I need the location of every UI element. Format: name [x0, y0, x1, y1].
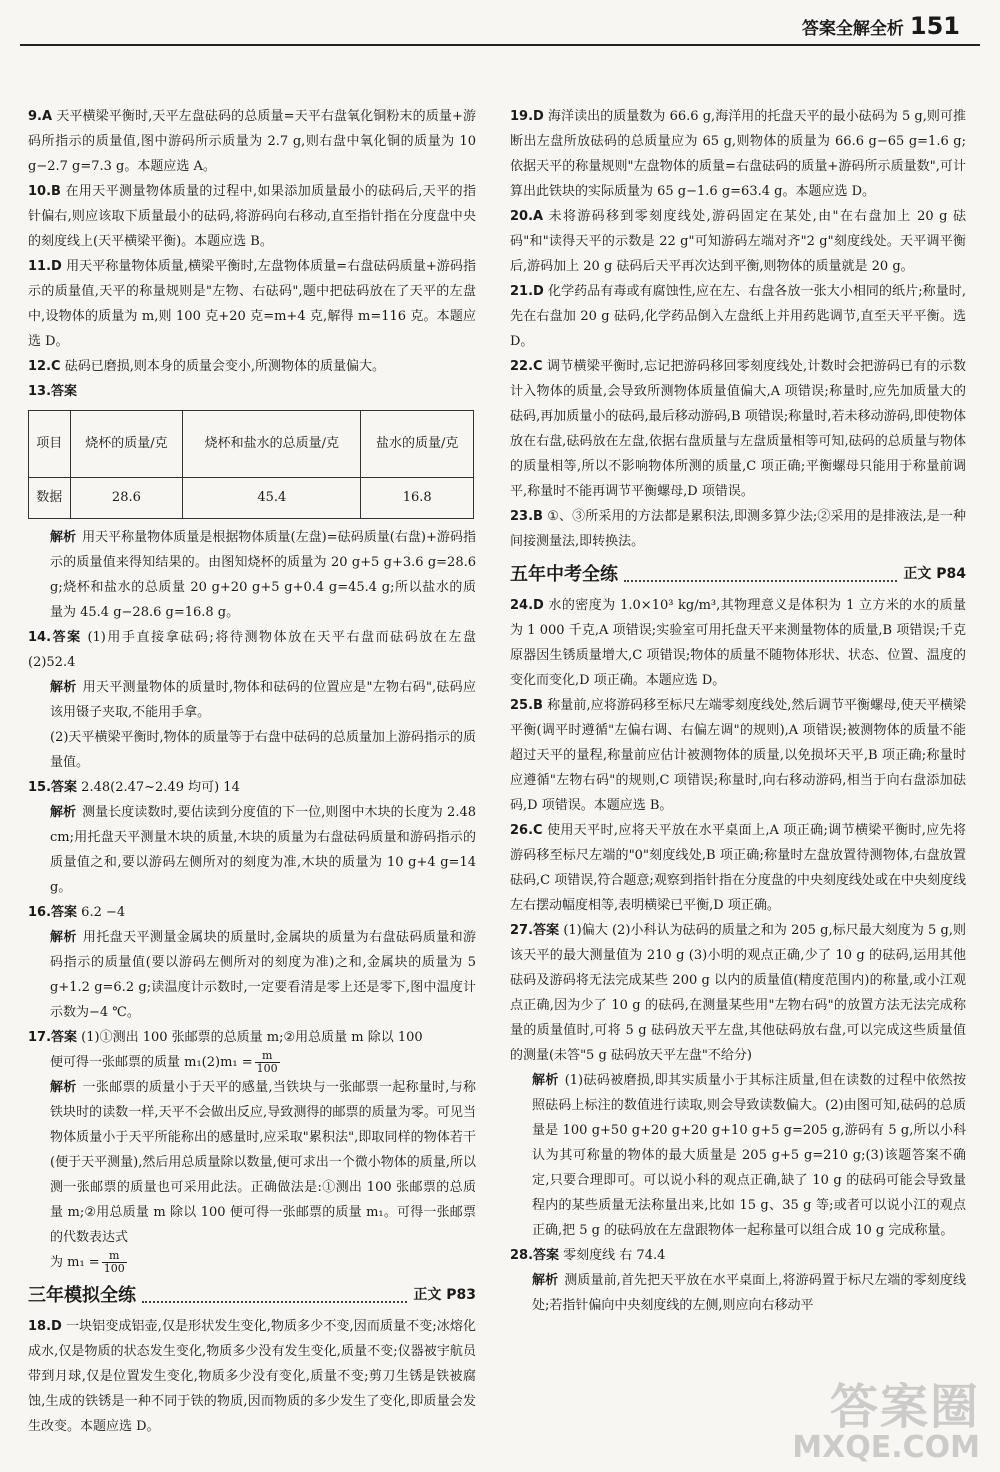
analysis-14-part2 — [28, 725, 476, 775]
watermark-logo — [792, 1379, 980, 1465]
analysis-17-formula — [28, 1250, 476, 1275]
analysis-text: 测量长度读数时,要估读到分度值的下一位,则图中木块的长度为 2.48 cm;用托盘天平测量木块的质量,木块的质量为右盘砝码质量和游码指示的质量值之和,要以游码左侧所对的刻度为准,木块的质量为 10 g+4 g=14 g。 — [50, 805, 476, 895]
analysis-tag: 解析 — [50, 805, 77, 820]
analysis-text: (1)砝码被磨损,即其实质量小于其标注质量,但在读数的过程中依然按照砝码上标注的数值进行读取,则会导致读数偏大。(2)由图可知,砝码的总质量是 100 g+50 g+20 g+20 g+10 g+5 g=205 g,游码有 5 g,所以小科认为其可称量的物体的最大质量是 205 g+5 g=210 g;(3)该题答案不确定,只要合理即可。可以说小科的观点正确,缺了 10 g 的砝码可能会导致量程内的某些质量无法称量出来,比如 15 g、35 g 等;或者可以说小江的观点正确,把 5 g 的砝码放在左盘跟物体一起称量可以组合成 10 g 完成称量。 — [532, 1073, 966, 1238]
table-header-cell: 盐水的质量/克 — [361, 411, 474, 478]
section-heading — [28, 1283, 476, 1308]
table-cell: 数据 — [29, 478, 71, 519]
analysis-text: 用天平称量物体质量是根据物体质量(左盘)=砝码质量(右盘)+游码指示的质量值来得知结果的。由图知烧杯的质量为 20 g+5 g+3.6 g=28.6 g;烧杯和盐水的总质量 20 g+20 g+5 g+0.4 g=45.4 g;所以盐水的质量为 45.4 g−28.6 g=16.8 g。 — [50, 530, 476, 620]
q-number: 20.A — [510, 209, 544, 224]
analysis-15 — [28, 800, 476, 900]
answer-12 — [28, 354, 476, 379]
answer-text: (1)用手直接拿砝码;将待测物体放在天平右盘而砝码放在左盘 (2)52.4 — [28, 630, 476, 670]
answer-18 — [28, 1314, 476, 1439]
table-header-cell: 烧杯和盐水的总质量/克 — [183, 411, 361, 478]
watermark-line2: MXQE.COM — [792, 1430, 980, 1465]
analysis-28 — [510, 1268, 966, 1318]
q-number: 26.C — [510, 823, 543, 838]
section-title: 五年中考全练 — [510, 564, 618, 585]
q-number: 19.D — [510, 109, 544, 124]
answer-23 — [510, 504, 966, 554]
answer-text: 称量前,应将游码移至标尺左端零刻度线处,然后调节平衡螺母,使天平横梁平衡(调平时遵循"左偏右调、右偏左调"的规则),A 项错误;被测物体的质量不能超过天平的量程,称量前应估计被测物体的质量,以免损坏天平,B 项正确;称量时应遵循"左物右码"的规则,C 项错误;称量时,向右移动游码,相当于向右盘添加砝码,D 项错误。本题应选 B。 — [510, 698, 966, 813]
answer-text: 在用天平测量物体质量的过程中,如果添加质量最小的砝码后,天平的指针偏右,则应该取下质量最小的砝码,将游码向右移动,直至指针指在分度盘中央的刻度线上(天平横梁平衡)。本题应选 B。 — [28, 184, 476, 249]
analysis-14 — [28, 675, 476, 725]
q-number: 24.D — [510, 598, 544, 613]
answer-9 — [28, 104, 476, 179]
fraction-denominator: 100 — [103, 1262, 125, 1275]
q-number: 9.A — [28, 109, 53, 124]
analysis-27 — [510, 1068, 966, 1243]
fraction — [255, 1050, 280, 1075]
answer-27 — [510, 918, 966, 1068]
q-number: 21.D — [510, 284, 544, 299]
header-label: 答案全解全析 — [801, 19, 904, 39]
answer-17 — [28, 1025, 476, 1050]
answer-text: ①、③所采用的方法都是累积法,即测多算少法;②采用的是排液法,是一种间接测量法,即转换法。 — [510, 509, 966, 549]
analysis-16 — [28, 925, 476, 1025]
fraction-denominator: 100 — [256, 1062, 278, 1075]
answer-21 — [510, 279, 966, 354]
answer-10 — [28, 179, 476, 254]
answer-text: (1)①测出 100 张邮票的总质量 m;②用总质量 m 除以 100 — [81, 1030, 423, 1045]
answer-text: 未将游码移到零刻度线处,游码固定在某处,由"在右盘加上 20 g 砝码"和"读得天平的示数是 22 g"可知游码左端对齐"2 g"刻度线处。天平调平衡后,游码加上 20 g 砝码后天平再次达到平衡,则物体的质量就是 20 g。 — [510, 209, 966, 274]
answer-text: 水的密度为 1.0×10³ kg/m³,其物理意义是体积为 1 立方米的水的质量为 1 000 千克,A 项错误;实验室可用托盘天平来测量物体的质量,B 项错误;千克原器因生锈质量增大,C 项错误;物体的质量不随物体形状、状态、位置、温度的变化而变化,D 项正确。本题应选 D。 — [510, 598, 967, 688]
table-row — [29, 478, 474, 519]
answer-text: 砝码已磨损,则本身的质量会变小,所测物体的质量偏大。 — [64, 359, 385, 374]
q-number: 10.B — [28, 184, 61, 199]
answer-17-line2 — [28, 1050, 476, 1075]
page-header — [802, 12, 960, 40]
watermark-line1: 答案圈 — [829, 1379, 980, 1435]
analysis-17 — [28, 1075, 476, 1250]
analysis-text: 测质量前,首先把天平放在水平桌面上,将游码置于标尺左端的零刻度线处;若指针偏向中央刻度线的左侧,则应向右移动平 — [532, 1273, 966, 1313]
answer-22 — [510, 354, 966, 504]
table-cell: 28.6 — [70, 478, 183, 519]
answer-text: 用天平称量物体质量,横梁平衡时,左盘物体质量=右盘砝码质量+游码指示的质量值,天平的称量规则是"左物、右砝码",题中把砝码放在了天平的左盘中,设物体的质量为 m,则 100 克+20 克=m+4 克,解得 m=116 克。本题应选 D。 — [28, 259, 476, 349]
analysis-tag: 解析 — [50, 930, 77, 945]
section-dots — [142, 1301, 407, 1303]
table-cell: 16.8 — [361, 478, 474, 519]
answer-14 — [28, 625, 476, 675]
answer-text: (1)偏大 (2)小科认为砝码的质量之和为 205 g,标尺最大刻度为 5 g,则该天平的最大测量值为 210 g (3)小明的观点正确,少了 10 g 的砝码,运用其他砝码及游码将无法完成某些 200 g 以内的质量值(精度范围内)的称量,或小江观点正确,因为少了 10 g 的砝码,在测量某些用"左物右码"的放置方法无法完成称量的质量值时,可将 5 g 砝码放天平左盘,其他砝码放右盘,可以完成这些质量值的测量(未答"5 g 砝码放天平左盘"不给分) — [510, 923, 966, 1063]
fraction-numerator: m — [255, 1050, 280, 1063]
q-number: 16.答案 — [28, 905, 78, 920]
right-column — [510, 104, 966, 1318]
fraction — [102, 1250, 127, 1275]
answer-text: 化学药品有毒或有腐蚀性,应在左、右盘各放一张大小相同的纸片;称量时,先在右盘加 20 g 砝码,化学药品倒入左盘纸上并用药匙调节,直至天平平衡。选 D。 — [510, 284, 966, 349]
answer-text: 2.48(2.47~2.49 均可) 14 — [81, 780, 240, 795]
page-number: 151 — [909, 12, 960, 40]
answer-text: 海洋读出的质量数为 66.6 g,海洋用的托盘天平的最小砝码为 5 g,则可推断出左盘所放砝码的总质量应为 65 g,则物体的质量为 66.6 g−65 g=1.6 g;依据天平的称量规则"左盘物体的质量=右盘砝码的质量+游码所示质量数",可计算出此铁块的实际质量为 65 g−1.6 g=63.4 g。本题应选 D。 — [510, 109, 967, 199]
analysis-tag: 解析 — [532, 1073, 559, 1088]
header-rule — [20, 44, 980, 46]
table-cell: 45.4 — [183, 478, 361, 519]
answer-26 — [510, 818, 966, 918]
analysis-text: 用天平测量物体的质量时,物体和砝码的位置应是"左物右码",砝码应该用镊子夹取,不能用手拿。 — [50, 680, 476, 720]
answer-25 — [510, 693, 966, 818]
q-number: 22.C — [510, 359, 543, 374]
answer-24 — [510, 593, 966, 693]
section-heading — [510, 562, 966, 587]
table-header-cell: 烧杯的质量/克 — [70, 411, 183, 478]
table-header-row — [29, 411, 474, 478]
analysis-tag: 解析 — [50, 1080, 77, 1095]
answer-13 — [28, 379, 476, 404]
q-number: 15.答案 — [28, 780, 78, 795]
answer-text: 6.2 −4 — [81, 905, 126, 920]
answer-19 — [510, 104, 966, 204]
answer-text: 调节横梁平衡时,忘记把游码移回零刻度线处,计数时会把游码已有的示数计入物体的质量,会导致所测物体质量值偏大,A 项错误;称量时,应先加质量大的砝码,再加质量小的砝码,最后移动游码,B 项错误;称量时,若未移动游码,即使物体放在右盘,砝码放在左盘,依据右盘质量与左盘质量相等可知,砝码的总质量与物体的质量相等,所以不影响物体所测的质量,C 项正确;平衡螺母只能用于称量前调平,称量时不能再调节平衡螺母,D 项错误。 — [510, 359, 967, 499]
analysis-text: (2)天平横梁平衡时,物体的质量等于右盘中砝码的总质量加上游码指示的质量值。 — [50, 730, 476, 770]
q-number: 27.答案 — [510, 923, 560, 938]
answer-11 — [28, 254, 476, 354]
q-number: 18.D — [28, 1319, 62, 1334]
section-page-ref: 正文 P84 — [903, 566, 966, 582]
q-number: 28.答案 — [510, 1248, 560, 1263]
answer-text: 零刻度线 右 74.4 — [563, 1248, 666, 1263]
data-table — [28, 410, 474, 519]
answer-16 — [28, 900, 476, 925]
section-page-ref: 正文 P83 — [413, 1287, 476, 1303]
table-header-cell: 项目 — [29, 411, 71, 478]
q-number: 12.C — [28, 359, 61, 374]
q-number: 25.B — [510, 698, 543, 713]
answer-20 — [510, 204, 966, 279]
answer-text: 天平横梁平衡时,天平左盘砝码的总质量=天平右盘氧化铜粉末的质量+游码所指示的质量值,图中游码所示质量为 2.7 g,则右盘中氧化铜的质量为 10 g−2.7 g=7.3 g。本题应选 A。 — [28, 109, 477, 174]
q-number: 17.答案 — [28, 1030, 78, 1045]
analysis-text: 一张邮票的质量小于天平的感量,当铁块与一张邮票一起称量时,与称铁块时的读数一样,天平不会做出反应,导致测得的邮票的质量为零。可见当物体质量小于天平所能称出的感量时,应采取"累积法",即取同样的物体若干(便于天平测量),然后用总质量除以数量,便可求出一个微小物体的质量,所以测一张邮票的质量也可采用此法。正确做法是:①测出 100 张邮票的总质量 m;②用总质量 m 除以 100 便可得一张邮票的质量 m₁。可得一张邮票的代数表达式 — [50, 1080, 476, 1245]
q-number: 11.D — [28, 259, 62, 274]
answer-15 — [28, 775, 476, 800]
answer-text: 一块铝变成铝壶,仅是形状发生变化,物质多少不变,因而质量不变;冰熔化成水,仅是物质的状态发生变化,物质多少没有发生变化,质量不变;仪器被宇航员带到月球,仅是位置发生变化,物质多少没有变化,质量不变;剪刀生锈是铁被腐蚀,生成的铁锈是一种不同于铁的物质,因而物质的多少发生了变化,即质量会发生改变。本题应选 D。 — [28, 1319, 476, 1434]
analysis-tag: 解析 — [50, 680, 77, 695]
answer-text: 便可得一张邮票的质量 m₁(2)m₁ = — [50, 1055, 253, 1070]
analysis-text: 用托盘天平测量金属块的质量时,金属块的质量为右盘砝码质量和游码指示的质量值(要以游码左侧所对的刻度为准)之和,金属块的质量为 5 g+1.2 g=6.2 g;读温度计示数时,一定要看清是零上还是零下,图中温度计示数为−4 ℃。 — [50, 930, 476, 1020]
answer-28 — [510, 1243, 966, 1268]
fraction-numerator: m — [102, 1250, 127, 1263]
section-title: 三年模拟全练 — [28, 1285, 136, 1306]
analysis-tag: 解析 — [532, 1273, 559, 1288]
section-dots — [624, 580, 897, 582]
q-number: 23.B — [510, 509, 543, 524]
analysis-text: 为 m₁ = — [50, 1255, 100, 1270]
left-column — [28, 104, 476, 1439]
analysis-13 — [28, 525, 476, 625]
answer-text: 使用天平时,应将天平放在水平桌面上,A 项正确;调节横梁平衡时,应先将游码移至标尺左端的"0"刻度线处,B 项正确;称量时左盘放置待测物体,右盘放置砝码,C 项错误,符合题意;观察到指针指在分度盘的中央刻度线处或在中央刻度线左右摆动幅度相等,表明横梁已平衡,D 项正确。 — [510, 823, 966, 913]
analysis-tag: 解析 — [50, 530, 77, 545]
q-number: 14.答案 — [28, 630, 82, 645]
q-number: 13.答案 — [28, 384, 78, 399]
